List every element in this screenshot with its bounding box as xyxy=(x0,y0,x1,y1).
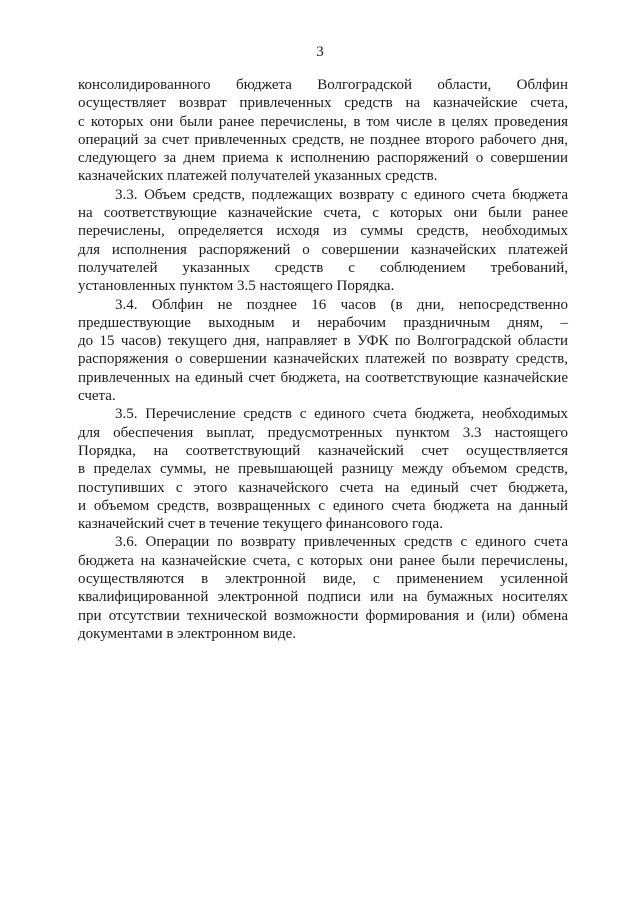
text-line: документами в электронном виде. xyxy=(78,625,296,642)
paragraph-continuation xyxy=(78,76,568,186)
paragraph-3-6 xyxy=(78,533,568,643)
text-line: 3.4. Облфин не позднее 16 часов (в дни, непосредственно xyxy=(115,296,568,313)
text-line: консолидированного бюджета Волгоградской области, Облфин xyxy=(78,77,568,93)
text-line: получателей указанных средств с соблюдением требований, xyxy=(78,259,568,276)
text-line: 3.3. Объем средств, подлежащих возврату с единого счета бюджета xyxy=(115,186,568,203)
text-line: с которых они были ранее перечислены, в том числе в целях проведения xyxy=(78,113,568,130)
text-line: счета. xyxy=(78,388,116,405)
text-line: осуществляет возврат привлеченных средств на казначейские счета, xyxy=(78,95,568,112)
text-line: 3.6. Операции по возврату привлеченных средств с единого счета xyxy=(115,534,568,551)
text-line: бюджета на казначейские счета, с которых они ранее были перечислены, xyxy=(78,552,568,569)
text-line: следующего за днем приема к исполнению распоряжений о совершении xyxy=(78,150,568,167)
text-line: осуществляются в электронной виде, с применением усиленной xyxy=(78,571,568,588)
text-line: для исполнения распоряжений о совершении казначейских платежей xyxy=(78,241,568,258)
text-line: привлеченных на единый счет бюджета, на соответствующие казначейские xyxy=(78,369,568,386)
text-line: квалифицированной электронной подписи или на бумажных носителях xyxy=(78,589,568,606)
text-line: операций за счет привлеченных средств, не позднее второго рабочего дня, xyxy=(78,131,568,148)
paragraph-3-3 xyxy=(78,186,568,296)
paragraph-3-4 xyxy=(78,296,568,406)
text-line: на соответствующие казначейские счета, с которых они были ранее xyxy=(78,205,568,222)
text-line: в пределах суммы, не превышающей разницу между объемом средств, xyxy=(78,461,568,478)
text-line: поступивших с этого казначейского счета на единый счет бюджета, xyxy=(78,479,568,496)
text-line: перечислены, определяется исходя из суммы средств, необходимых xyxy=(78,223,568,240)
paragraph-3-5 xyxy=(78,405,568,533)
text-line: при отсутствии технической возможности формирования и (или) обмена xyxy=(78,607,568,624)
text-line: для обеспечения выплат, предусмотренных пунктом 3.3 настоящего xyxy=(78,424,568,441)
text-line: распоряжения о совершении казначейских платежей по возврату средств, xyxy=(78,351,568,368)
text-line: Порядка, на соответствующий казначейский счет осуществляется xyxy=(78,442,568,459)
page-number: 3 xyxy=(316,44,324,60)
text-line: предшествующие выходным и нерабочим праздничным дням, – xyxy=(78,314,568,331)
text-line: и объемом средств, возвращенных с единого счета бюджета на данный xyxy=(78,497,568,514)
text-line: до 15 часов) текущего дня, направляет в УФК по Волгоградской области xyxy=(78,333,568,350)
text-line: казначейский счет в течение текущего финансового года. xyxy=(78,516,443,533)
text-line: казначейских платежей получателей указанных средств. xyxy=(78,168,438,185)
text-line: установленных пунктом 3.5 настоящего Порядка. xyxy=(78,278,395,295)
text-line: 3.5. Перечисление средств с единого счета бюджета, необходимых xyxy=(115,406,568,423)
document-body xyxy=(78,76,568,643)
